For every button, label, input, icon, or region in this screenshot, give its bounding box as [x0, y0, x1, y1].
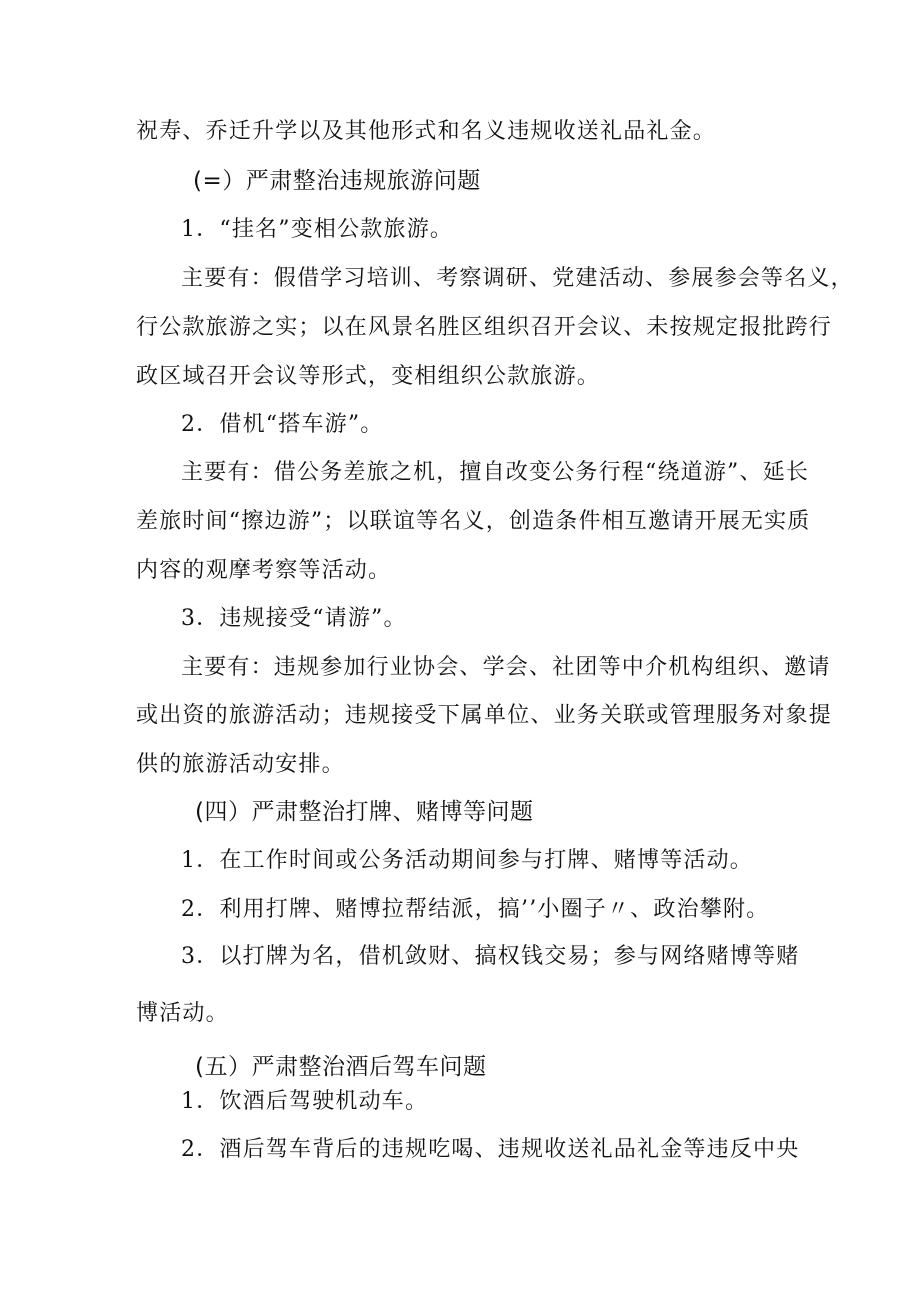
section-heading-4: (四）严肃整治打牌、赌博等问题 — [195, 799, 534, 825]
paragraph-line: 内容的观摩考察等活动。 — [136, 558, 392, 583]
paragraph-line: 政区域召开会议等形式，变相组织公款旅游。 — [136, 364, 601, 389]
paragraph-continuation: 祝寿、乔迁升学以及其他形式和名义违规收送礼品礼金。 — [136, 119, 717, 144]
list-item-heading: 3．违规接受“请游”。 — [181, 606, 407, 631]
section-heading-5: (五）严肃整治酒后驾车问题 — [195, 1054, 487, 1080]
list-item: 1．饮酒后驾驶机动车。 — [181, 1089, 429, 1114]
list-item-heading: 2．借机“搭车游”。 — [181, 412, 384, 437]
paragraph-line: 供的旅游活动安排。 — [136, 752, 345, 777]
list-item: 1．在工作时间或公务活动期间参与打牌、赌博等活动。 — [181, 848, 753, 873]
paragraph-line: 差旅时间“擦边游”；以联谊等名义，创造条件相互邀请开展无实质 — [136, 509, 811, 534]
paragraph-line: 博活动。 — [136, 1001, 229, 1026]
paragraph-line: 主要有：违规参加行业协会、学会、社团等中介机构组织、邀请 — [181, 655, 831, 680]
list-item-heading: 1．“挂名”变相公款旅游。 — [181, 217, 454, 242]
section-heading-3: (=）严肃整治违规旅游问题 — [193, 168, 481, 194]
paragraph-line: 主要有：假借学习培训、考察调研、党建活动、参展参会等名义， — [181, 266, 854, 291]
paragraph-line: 或出资的旅游活动；违规接受下属单位、业务关联或管理服务对象提 — [136, 703, 833, 728]
paragraph-line: 主要有：借公务差旅之机，擅自改变公务行程“绕道游”、延长 — [181, 460, 810, 485]
paragraph-line: 行公款旅游之实；以在风景名胜区组织召开会议、未按规定报批跨行 — [136, 315, 833, 340]
list-item: 2．酒后驾车背后的违规吃喝、违规收送礼品礼金等违反中央 — [181, 1137, 800, 1162]
list-item: 2．利用打牌、赌博拉帮结派，搞’’小圈子〃、政治攀附。 — [181, 897, 770, 922]
list-item: 3．以打牌为名，借机敛财、搞权钱交易；参与网络赌博等赌 — [181, 944, 800, 969]
